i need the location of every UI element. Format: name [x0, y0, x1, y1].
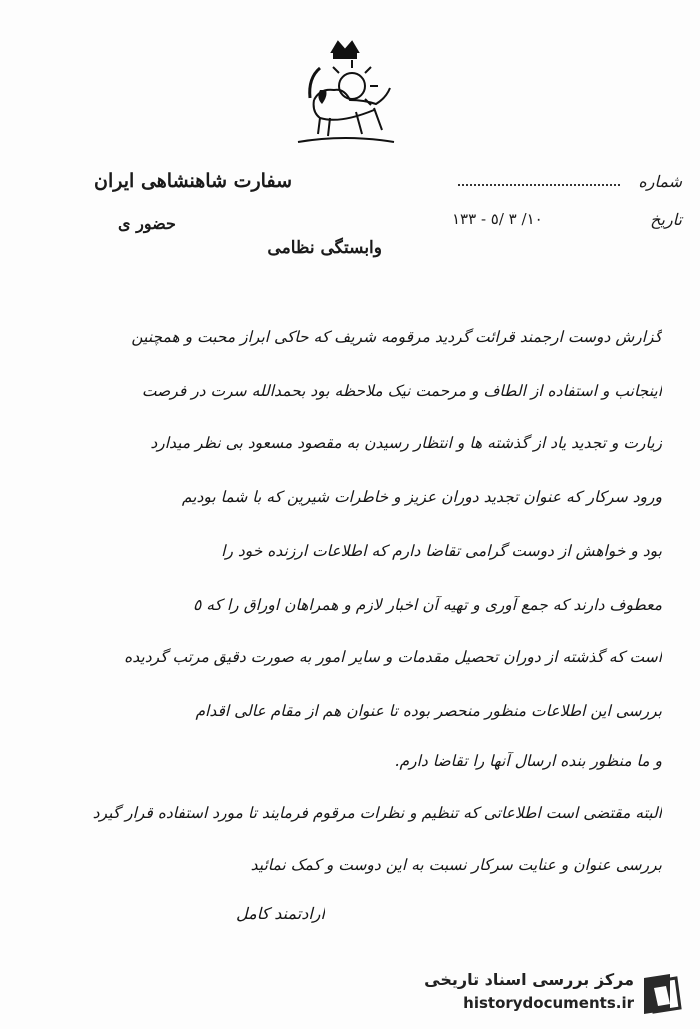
department-title: وابستگی نظامی	[267, 238, 382, 258]
embassy-title: سفارت شاهنشاهی ایران	[94, 170, 292, 192]
letter-line: بود و خواهش از دوست گرامی تقاضا دارم که اطلاعات ارزنده خود را	[221, 542, 662, 560]
letter-line: بررسی عنوان و عنایت سرکار نسبت به این دوست و کمک نمائید	[250, 856, 662, 874]
letter-line: است که گذشته از دوران تحصیل مقدمات و سایر امور به صورت دقیق مرتب گردیده	[124, 648, 662, 666]
letter-line: معطوف دارند که جمع آوری و تهیه آن اخبار لازم و همراهان اوراق را که ٥	[193, 596, 662, 614]
letter-line: البته مقتضی است اطلاعاتی که تنظیم و نظرات مرقوم فرمایند تا مورد استفاده قرار گیرد	[92, 804, 662, 822]
number-label: شماره	[638, 172, 682, 191]
archive-logo-icon	[640, 970, 684, 1016]
letter-line: ورود سرکار که عنوان تجدید دوران عزیز و خاطرات شیرین که با شما بودیم	[181, 488, 662, 506]
number-dotted-line	[458, 184, 620, 186]
letter-line: زیارت و تجدید یاد از گذشته ها و انتظار رسیدن به مقصود مسعود بی نظر میدارد	[150, 434, 662, 452]
classification-mark: حضور ی	[118, 214, 176, 233]
signature-closing: ارادتمند کامل	[236, 904, 325, 923]
letter-line: اینجانب و استفاده از الطاف و مرحمت نیک ملاحظه بود بحمدالله سرت در فرصت	[141, 382, 662, 400]
letter-line: و ما منظور بنده ارسال آنها را تقاضا دارم.	[394, 752, 662, 770]
date-label: تاریخ	[650, 210, 682, 229]
archive-watermark	[414, 966, 690, 1022]
letter-line: بررسی این اطلاعات منظور منحصر بوده تا عنوان هم از مقام عالی اقدام	[195, 702, 662, 720]
letter-line: گزارش دوست ارجمند قرائت گردید مرقومه شریف که حاکی ابراز محبت و همچنین	[131, 328, 662, 346]
date-value: ١٠/ ٣ /٥ - ١٣٣	[452, 210, 543, 228]
watermark-url: historydocuments.ir	[463, 994, 634, 1012]
watermark-title: مرکز بررسی اسناد تاریخی	[424, 970, 634, 989]
lion-and-sun-emblem	[290, 38, 400, 150]
